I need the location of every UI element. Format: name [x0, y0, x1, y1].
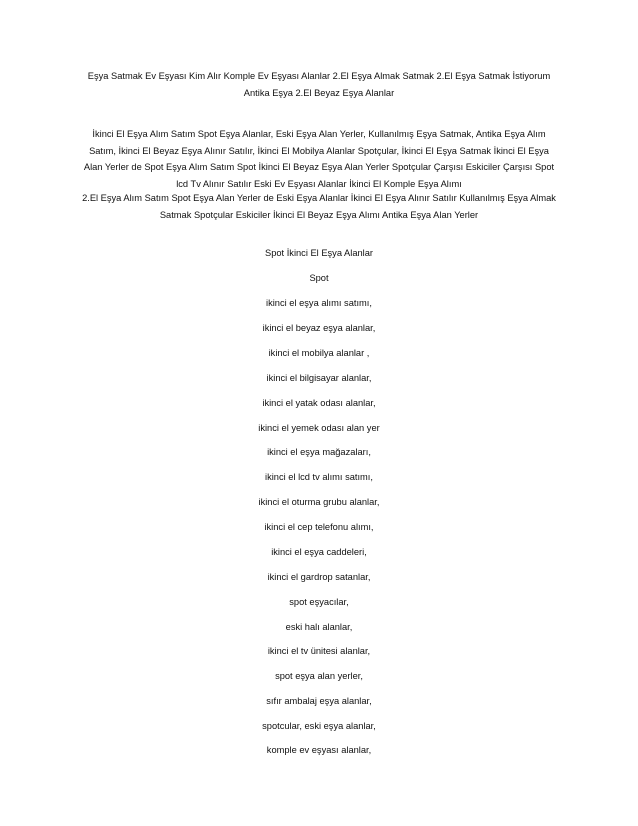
- list-item: spot eşyacılar,: [289, 597, 349, 607]
- list-item: ikinci el tv ünitesi alanlar,: [267, 646, 371, 656]
- intro-paragraph: Eşya Satmak Ev Eşyası Kim Alır Komple Ev Eşyası Alanlar 2.El Eşya Almak Satmak 2.El Eşya Satmak İstiyorum Antika Eşya 2.El Beyaz Eşya Alanlar: [87, 71, 551, 98]
- list-item: ikinci el eşya caddeleri,: [271, 547, 367, 557]
- list-item: ikinci el lcd tv alımı satımı,: [265, 472, 373, 482]
- list-item: ikinci el mobilya alanlar ,: [268, 348, 370, 358]
- list-item: spotcular, eski eşya alanlar,: [262, 721, 376, 731]
- list-item: ikinci el gardrop satanlar,: [267, 572, 371, 582]
- list-heading: Spot İkinci El Eşya Alanlar: [265, 248, 373, 258]
- list-item: ikinci el bilgisayar alanlar,: [266, 373, 372, 383]
- list-item: ikinci el eşya alımı satımı,: [266, 298, 372, 308]
- list-item: komple ev eşyası alanlar,: [266, 745, 372, 755]
- list-item: ikinci el eşya mağazaları,: [267, 447, 371, 457]
- list-item: sıfır ambalaj eşya alanlar,: [266, 696, 372, 706]
- list-item: ikinci el beyaz eşya alanlar,: [262, 323, 376, 333]
- list-item: ikinci el yemek odası alan yer: [258, 423, 380, 433]
- body-paragraph-2: 2.El Eşya Alım Satım Spot Eşya Alan Yerler de Eski Eşya Alanlar İkinci El Eşya Alınır Satılır Kullanılmış Eşya Almak Satmak Spotçular Eskiciler İkinci El Beyaz Eşya Alımı Antika Eşya Alan Yerler: [82, 193, 556, 220]
- list-item: ikinci el yatak odası alanlar,: [262, 398, 376, 408]
- list-item: eski halı alanlar,: [285, 622, 353, 632]
- list-item: spot eşya alan yerler,: [275, 671, 363, 681]
- list-item: ikinci el cep telefonu alımı,: [264, 522, 374, 532]
- list-subheading: Spot: [309, 273, 329, 283]
- body-paragraph-1: İkinci El Eşya Alım Satım Spot Eşya Alanlar, Eski Eşya Alan Yerler, Kullanılmış Eşya Satmak, Antika Eşya Alım Satım, İkinci El Beyaz Eşya Alınır Satılır, İkinci El Mobilya Alanlar Spotçular, İkinci El Eşya Satmak İkinci El Eşya Alan Yerler de Spot Eşya Alım Satım Spot İkinci El Beyaz Eşya Alan Yerler Spotçular Çarşısı Eskiciler Çarşısı Spot lcd Tv Alınır Satılır Eski Ev Eşyası Alanlar İkinci El Komple Eşya Alımı: [83, 129, 555, 189]
- list-item: ikinci el oturma grubu alanlar,: [258, 497, 380, 507]
